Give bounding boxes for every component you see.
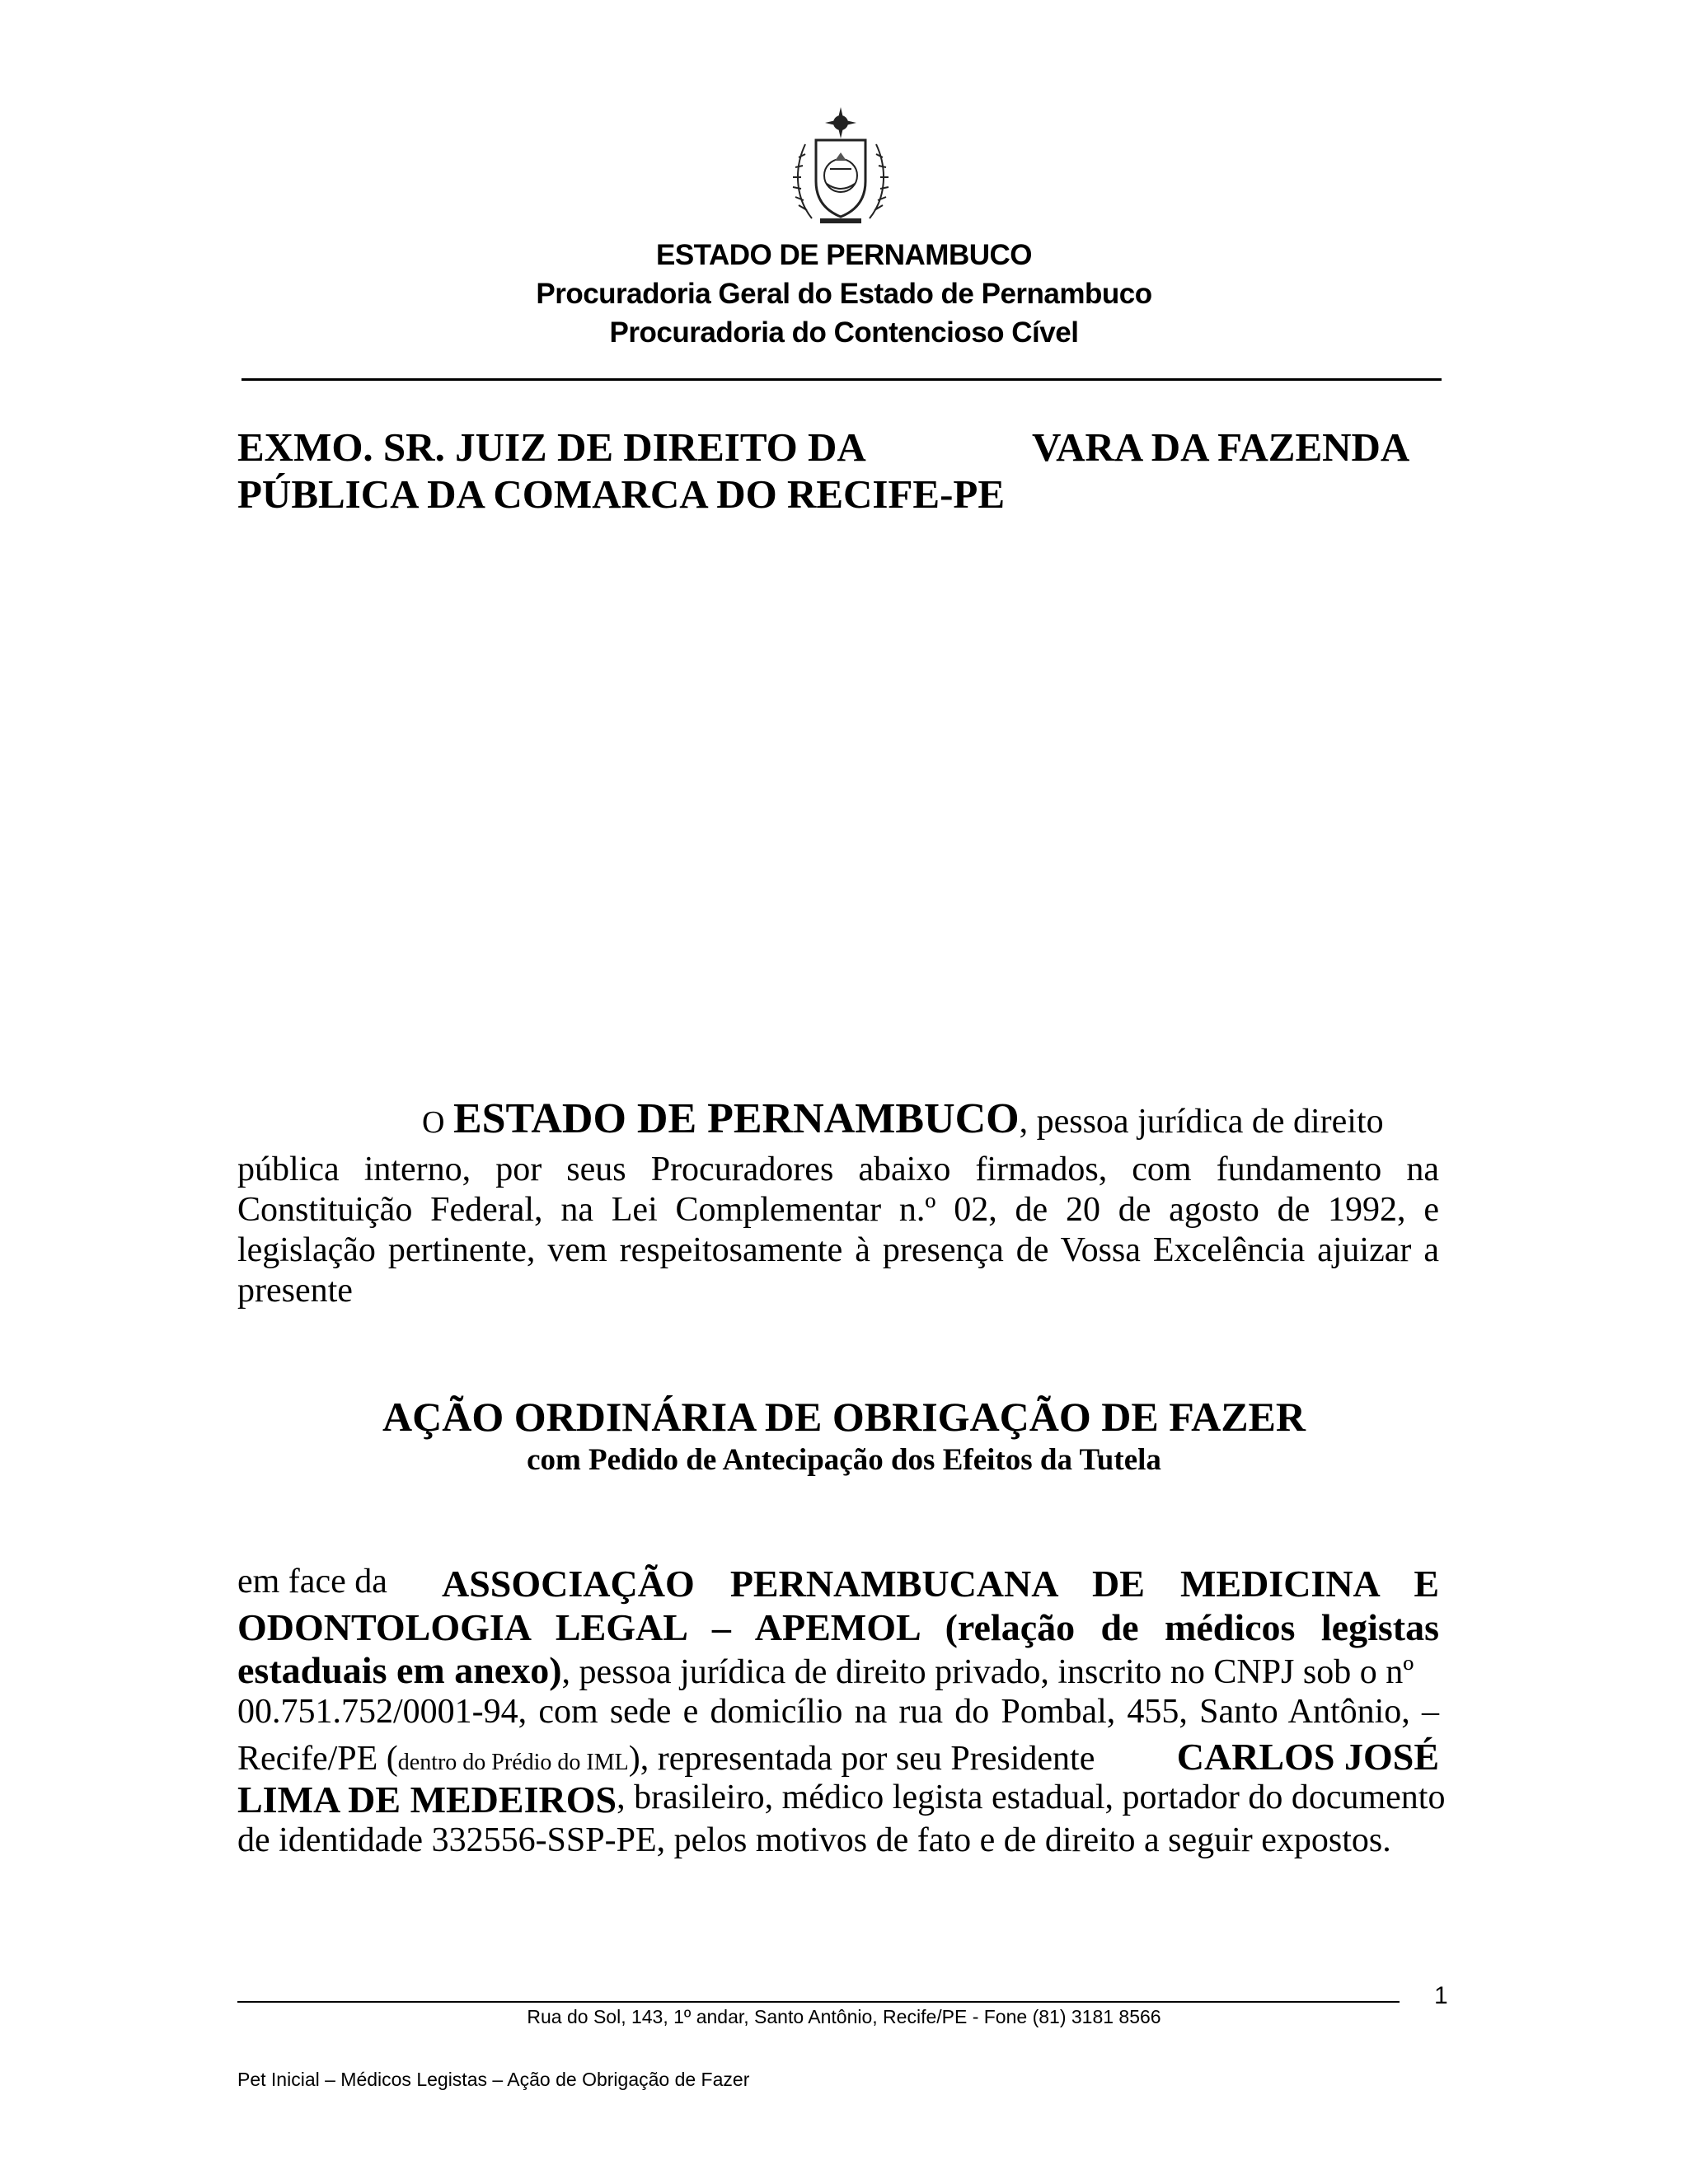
defendant-line-4 — [237, 1692, 1439, 1732]
defendant-line-7 — [237, 1821, 1439, 1860]
pernambuco-coat-of-arms-icon — [787, 103, 894, 231]
defendant-line-1 — [237, 1562, 1439, 1605]
defendant-line-7-text: de identidade 332556-SSP-PE, pelos motivos de fato e de direito a seguir expostos. — [237, 1821, 1391, 1859]
president-name-part-1: CARLOS JOSÉ — [1176, 1736, 1439, 1778]
intro-line-2-text: pública interno, por seus Procuradores abaixo firmados, com fundamento na — [237, 1151, 1439, 1188]
president-name-part-2: LIMA DE MEDEIROS — [237, 1779, 617, 1821]
intro-line-1-rest: , pessoa jurídica de direito — [1019, 1103, 1384, 1141]
addressee-line-2: PÚBLICA DA COMARCA DO RECIFE-PE — [237, 471, 1006, 517]
intro-line-2 — [237, 1150, 1439, 1189]
defendant-annex-note: estaduais em anexo) — [237, 1649, 562, 1691]
header-state-name: ESTADO DE PERNAMBUCO — [655, 239, 1033, 271]
header-divider — [241, 378, 1442, 381]
footer-divider — [237, 2001, 1400, 2003]
intro-line-5-text: presente — [237, 1272, 353, 1310]
defendant-represented-by: ), representada por seu Presidente — [628, 1740, 1095, 1778]
defendant-location-note: dentro do Prédio do IML — [397, 1750, 629, 1775]
intro-line-4 — [237, 1230, 1439, 1270]
intro-line-3 — [237, 1190, 1439, 1230]
defendant-line-6 — [237, 1778, 1446, 1821]
defendant-city: Recife/PE ( — [237, 1740, 398, 1778]
header-department-name: Procuradoria do Contencioso Cível — [609, 316, 1079, 349]
intro-line-4-text: legislação pertinente, vem respeitosamente à presença de Vossa Excelência ajuizar a — [237, 1231, 1439, 1269]
defendant-line-5 — [237, 1735, 1439, 1779]
defendant-line-4-text: 00.751.752/0001-94, com sede e domicílio na rua do Pombal, 455, Santo Antônio, – — [237, 1693, 1439, 1731]
page-number: 1 — [1434, 1982, 1448, 2009]
defendant-line-3 — [237, 1648, 1439, 1692]
defendant-name-part-1: ASSOCIAÇÃO PERNAMBUCANA DE MEDICINA E — [442, 1563, 1439, 1605]
intro-line-3-text: Constituição Federal, na Lei Complementar n.º 02, de 20 de agosto de 1992, e — [237, 1191, 1439, 1229]
header-office-name: Procuradoria Geral do Estado de Pernambuco — [536, 278, 1152, 310]
addressee-line-1-right: VARA DA FAZENDA — [1032, 424, 1410, 470]
intro-article: O — [422, 1105, 445, 1140]
footer-document-name: Pet Inicial – Médicos Legistas – Ação de Obrigação de Fazer — [237, 2069, 750, 2090]
intro-party-name: ESTADO DE PERNAMBUCO — [452, 1095, 1020, 1142]
intro-line-5 — [237, 1271, 1439, 1310]
intro-line-1 — [422, 1094, 1439, 1143]
action-subtitle: com Pedido de Antecipação dos Efeitos da Tutela — [527, 1443, 1161, 1477]
defendant-intro-text: em face da — [237, 1563, 387, 1601]
addressee-line-1: EXMO. SR. JUIZ DE DIREITO DA — [237, 424, 866, 470]
defendant-line-6-text: , brasileiro, médico legista estadual, portador do documento — [617, 1779, 1446, 1816]
defendant-name-part-2: ODONTOLOGIA LEGAL – APEMOL (relação de médicos legistas — [237, 1606, 1439, 1648]
defendant-line-3-text: , pessoa jurídica de direito privado, inscrito no CNPJ sob o nº — [561, 1653, 1414, 1691]
defendant-line-2 — [237, 1605, 1439, 1649]
footer-address: Rua do Sol, 143, 1º andar, Santo Antônio, Recife/PE - Fone (81) 3181 8566 — [527, 2006, 1161, 2027]
action-title: AÇÃO ORDINÁRIA DE OBRIGAÇÃO DE FAZER — [382, 1394, 1306, 1440]
